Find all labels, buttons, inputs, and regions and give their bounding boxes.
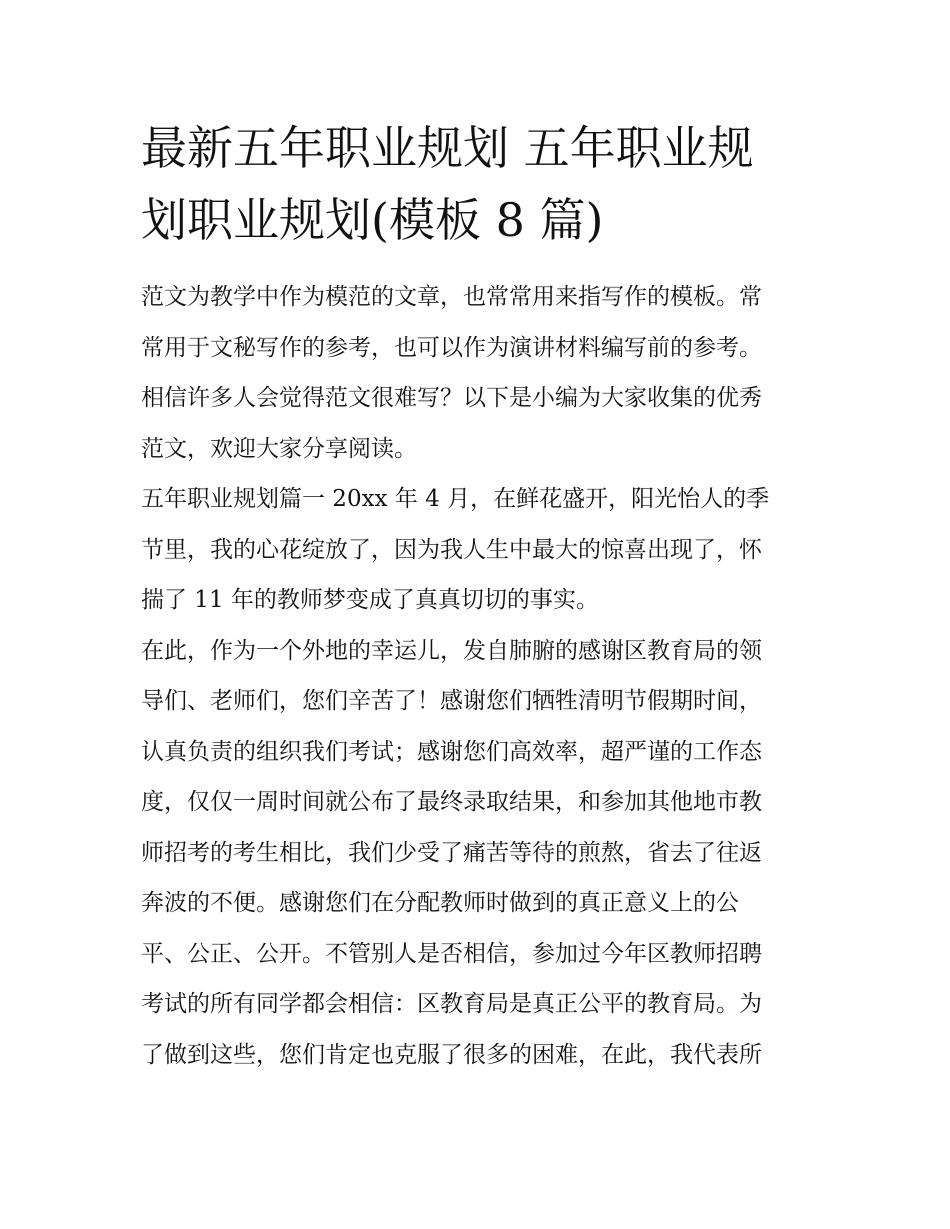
text-line: 认真负责的组织我们考试；感谢您们高效率，超严谨的工作态 — [141, 738, 762, 765]
paragraph-intro — [141, 272, 813, 474]
title-line: 最新五年职业规划 五年职业规 — [141, 121, 754, 175]
text-line: 揣了 11 年的教师梦变成了真真切切的事实。 — [141, 587, 599, 613]
text-line: 奔波的不便。感谢您们在分配教师时做到的真正意义上的公 — [141, 890, 739, 916]
text-line: 了做到这些，您们肯定也克服了很多的困难，在此，我代表所 — [141, 1041, 762, 1068]
text-line: 常用于文秘写作的参考，也可以作为演讲材料编写前的参考。 — [141, 334, 762, 361]
text-line: 在此，作为一个外地的幸运儿，发自肺腑的感谢区教育局的领 — [141, 637, 762, 664]
text-line: 师招考的考生相比，我们少受了痛苦等待的煎熬，省去了往返 — [141, 839, 762, 866]
paragraph-chapter-one — [141, 474, 813, 626]
text-line: 导们、老师们，您们辛苦了！感谢您们牺牲清明节假期时间， — [141, 688, 762, 714]
text-line: 范文，欢迎大家分享阅读。 — [141, 435, 417, 462]
text-line: 范文为教学中作为模范的文章，也常常用来指写作的模板。常 — [141, 284, 762, 310]
title-line: 划职业规划(模板 8 篇) — [141, 193, 604, 247]
document-title — [141, 112, 813, 256]
document-page — [141, 112, 813, 1080]
text-line: 考试的所有同学都会相信：区教育局是真正公平的教育局。为 — [141, 991, 762, 1017]
text-line: 平、公正、公开。不管别人是否相信，参加过今年区教师招聘 — [141, 940, 762, 967]
paragraph-thanks — [141, 626, 813, 1081]
text-line: 节里，我的心花绽放了，因为我人生中最大的惊喜出现了，怀 — [141, 536, 762, 563]
text-line: 五年职业规划篇一 20xx 年 4 月，在鲜花盛开，阳光怡人的季 — [141, 486, 770, 512]
text-line: 相信许多人会觉得范文很难写？以下是小编为大家收集的优秀 — [141, 385, 762, 411]
text-line: 度，仅仅一周时间就公布了最终录取结果，和参加其他地市教 — [141, 789, 762, 815]
